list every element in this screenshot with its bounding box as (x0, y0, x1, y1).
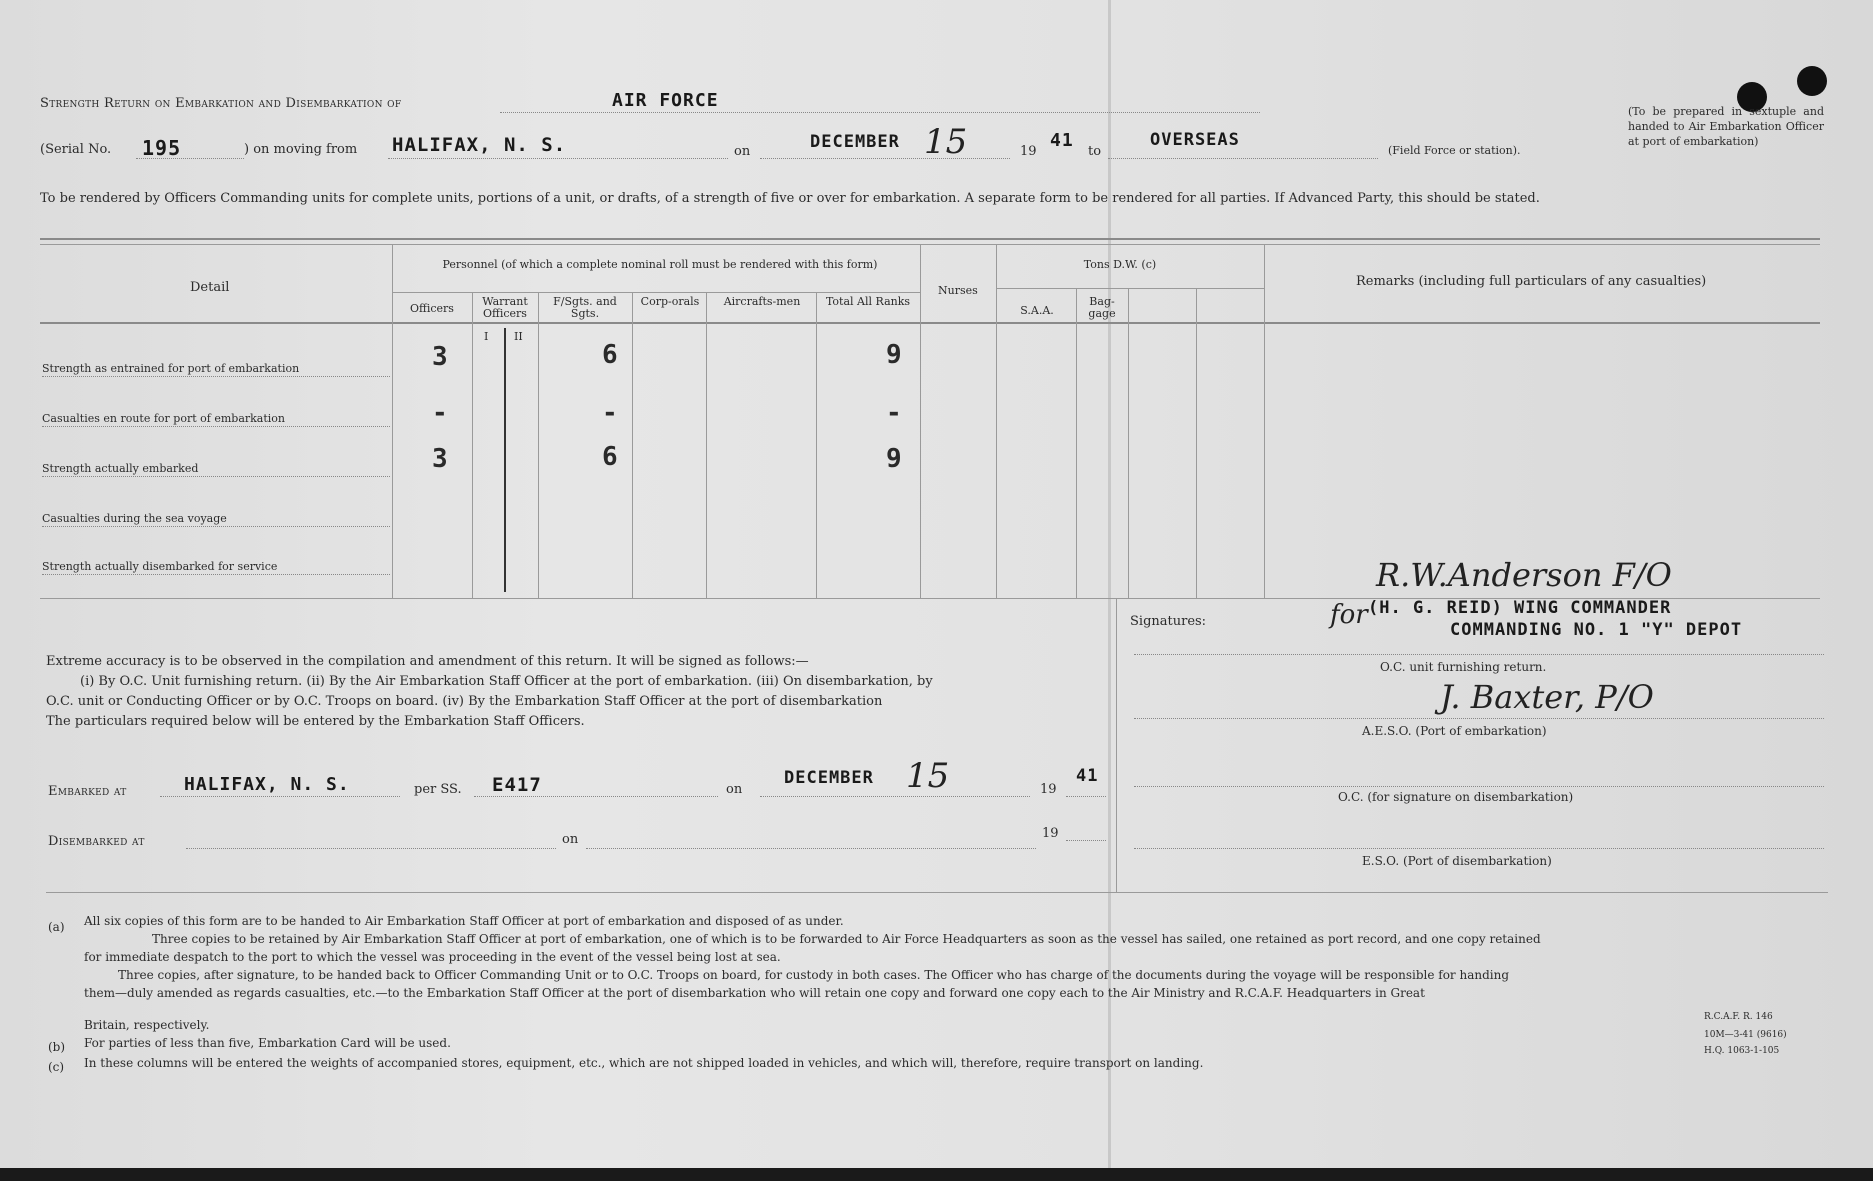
to-line (1108, 158, 1378, 159)
date-value: DECEMBER (810, 132, 900, 152)
serial-line (136, 158, 244, 159)
warrant-sub-1: I (484, 330, 489, 343)
warrant-split-line (504, 328, 506, 592)
col-line (1076, 288, 1077, 598)
row-dotted (42, 426, 390, 427)
embarked-label: Embarked at (48, 784, 127, 799)
table-top-rule-2 (40, 244, 1820, 245)
col-line (816, 292, 817, 598)
per-ss-label: per SS. (414, 782, 462, 797)
signature-2-role: A.E.S.O. (Port of embarkation) (1362, 724, 1547, 738)
col-sgts: F/Sgts. and Sgts. (553, 295, 617, 320)
remarks-header: Remarks (including full particulars of any casualties) (1356, 274, 1707, 289)
serial-value: 195 (142, 136, 182, 160)
col-warrant: Warrant Officers (482, 295, 528, 320)
day-value: 15 (924, 122, 968, 162)
form-ref: H.Q. 1063-1-105 (1704, 1046, 1780, 1056)
embarked-date-line (760, 796, 1030, 797)
tons-baggage: Bag-gage (1088, 295, 1116, 320)
table-header-rule (40, 322, 1820, 324)
cell-officers: 3 (432, 342, 448, 372)
nurses-header: Nurses (938, 284, 978, 297)
form-ref: R.C.A.F. R. 146 (1704, 1012, 1773, 1022)
punch-hole (1797, 66, 1827, 96)
cell-sgts: - (602, 398, 618, 428)
tons-saa: S.A.A. (1020, 304, 1054, 317)
signatures-label: Signatures: (1130, 614, 1207, 629)
moving-from-value: HALIFAX, N. S. (392, 134, 567, 156)
ship-value: E417 (492, 774, 542, 796)
footnote-a-label: (a) (48, 920, 65, 934)
col-line (392, 244, 393, 598)
col-line (632, 292, 633, 598)
embarked-day: 15 (906, 756, 950, 796)
table-row-label: Strength actually embarked (42, 462, 199, 475)
tons-sub-rule (996, 288, 1264, 289)
embarked-year: 41 (1076, 766, 1099, 786)
col-line (996, 244, 997, 598)
embarked-date: DECEMBER (784, 768, 874, 788)
serial-label: (Serial No. (40, 142, 112, 157)
disembarked-line (186, 848, 556, 849)
instructions-line: Extreme accuracy is to be observed in the compilation and amendment of this return. It will be signed as follows:— (46, 654, 809, 669)
instructions-line: O.C. unit or Conducting Officer or by O.C. Troops on board. (iv) By the Embarkation Staff Officer at the port of disembarkation (46, 694, 883, 709)
signature-1-hand: R.W.Anderson F/O (1376, 556, 1672, 594)
disembarked-on-label: on (562, 832, 579, 847)
col-line (920, 244, 921, 598)
col-aircraftsmen: Aircrafts-men (723, 295, 801, 308)
table-top-rule (40, 238, 1820, 240)
disembarked-date-line (586, 848, 1036, 849)
to-value: OVERSEAS (1150, 130, 1240, 150)
col-officers: Officers (410, 302, 454, 315)
lower-bottom-rule (46, 892, 1828, 893)
to-label: to (1088, 144, 1102, 159)
disembarked-year-prefix: 19 (1042, 826, 1059, 841)
signature-3-line (1134, 786, 1824, 787)
unit-value: AIR FORCE (612, 90, 719, 111)
year-value: 41 (1050, 130, 1074, 151)
embarked-place: HALIFAX, N. S. (184, 774, 350, 795)
footnote-b-label: (b) (48, 1040, 66, 1054)
side-note: (To be prepared in sextuple and handed to Air Embarkation Officer at port of embarkation) (1628, 105, 1824, 148)
col-line (1196, 288, 1197, 598)
detail-header: Detail (190, 280, 230, 295)
embarked-on-label: on (726, 782, 743, 797)
disembarked-year-line (1066, 840, 1106, 841)
col-line (472, 292, 473, 598)
on-label: on (734, 144, 751, 159)
instructions-line: (i) By O.C. Unit furnishing return. (ii) By the Air Embarkation Staff Officer at the port of embarkation. (iii) On disembarkation, by (80, 674, 933, 689)
moving-from-label: ) on moving from (244, 142, 358, 157)
embarked-line (160, 796, 400, 797)
signature-1-role: O.C. unit furnishing return. (1380, 660, 1547, 674)
embarked-year-line (1066, 796, 1106, 797)
signature-1-prefix: for (1330, 600, 1368, 630)
moving-from-line (388, 158, 728, 159)
lower-divider (1116, 598, 1117, 892)
field-force-label: (Field Force or station). (1388, 144, 1521, 157)
ship-line (474, 796, 718, 797)
col-line (538, 292, 539, 598)
disembarked-label: Disembarked at (48, 834, 145, 849)
signature-4-line (1134, 848, 1824, 849)
personnel-header: Personnel (of which a complete nominal roll must be rendered with this form) (442, 258, 878, 271)
signature-1-typed: COMMANDING NO. 1 "Y" DEPOT (1450, 620, 1743, 640)
col-line (706, 292, 707, 598)
footnote-a: All six copies of this form are to be handed to Air Embarkation Staff Officer at port of embarkation and disposed of as under. (84, 914, 844, 928)
table-row-label: Strength as entrained for port of embarkation (42, 362, 300, 375)
col-line (1128, 288, 1129, 598)
col-corporals: Corp-orals (640, 295, 700, 308)
year-prefix: 19 (1020, 144, 1037, 159)
table-row-label: Strength actually disembarked for service (42, 560, 278, 573)
instructions-line: The particulars required below will be entered by the Embarkation Staff Officers. (46, 714, 585, 729)
row-dotted (42, 526, 390, 527)
cell-total: 9 (886, 340, 902, 370)
footnote-a: Three copies to be retained by Air Embarkation Staff Officer at port of embarkation, one of which is to be forwarded to Air Force Headquarters as soon as the vessel has sailed, one retained as port record, and one copy retained (152, 932, 1541, 946)
table-row-label: Casualties during the sea voyage (42, 512, 227, 525)
signature-3-role: O.C. (for signature on disembarkation) (1338, 790, 1574, 804)
tons-header: Tons D.W. (c) (1083, 258, 1157, 271)
signature-1-typed: (H. G. REID) WING COMMANDER (1368, 598, 1672, 618)
footnote-a: Britain, respectively. (84, 1018, 210, 1032)
cell-sgts: 6 (602, 340, 618, 370)
cell-total: - (886, 398, 902, 428)
footnote-b: For parties of less than five, Embarkation Card will be used. (84, 1036, 451, 1050)
date-line (760, 158, 1010, 159)
cell-total: 9 (886, 444, 902, 474)
row-dotted (42, 476, 390, 477)
signature-1-line (1134, 654, 1824, 655)
footnote-a: for immediate despatch to the port to which the vessel was proceeding in the event of the vessel being lost at sea. (84, 950, 781, 964)
unit-line (500, 112, 1260, 113)
cell-officers: - (432, 398, 448, 428)
cell-sgts: 6 (602, 442, 618, 472)
signature-4-role: E.S.O. (Port of disembarkation) (1362, 854, 1552, 868)
embarked-year-prefix: 19 (1040, 782, 1057, 797)
footnote-a: them—duly amended as regards casualties, etc.—to the Embarkation Staff Officer at the port of disembarkation who will retain one copy and forward one copy each to the Air Ministry and R.C.A.F. Headquarters in Great (84, 986, 1425, 1000)
footnote-c: In these columns will be entered the weights of accompanied stores, equipment, etc., which are not shipped loaded in vehicles, and which will, therefore, require transport on landing. (84, 1056, 1204, 1070)
footnote-a: Three copies, after signature, to be handed back to Officer Commanding Unit or to O.C. Troops on board, for custody in both cases. The Officer who has charge of the documents during the voyage will be responsible for handing (118, 968, 1510, 982)
table-row-label: Casualties en route for port of embarkation (42, 412, 285, 425)
signature-2-line (1134, 718, 1824, 719)
signature-2-hand: J. Baxter, P/O (1440, 678, 1654, 716)
cell-officers: 3 (432, 444, 448, 474)
instruction-text: To be rendered by Officers Commanding units for complete units, portions of a unit, or drafts, of a strength of five or over for embarkation. A separate form to be rendered for all parties. If Advanced Party, this should be stated. (40, 191, 1540, 206)
row-dotted (42, 574, 390, 575)
form-title: Strength Return on Embarkation and Disembarkation of (40, 96, 402, 111)
col-line (1264, 244, 1265, 598)
form-ref: 10M—3-41 (9616) (1704, 1030, 1787, 1040)
warrant-sub-2: II (514, 330, 523, 343)
footnote-c-label: (c) (48, 1060, 65, 1074)
row-dotted (42, 376, 390, 377)
col-total: Total All Ranks (825, 295, 911, 308)
